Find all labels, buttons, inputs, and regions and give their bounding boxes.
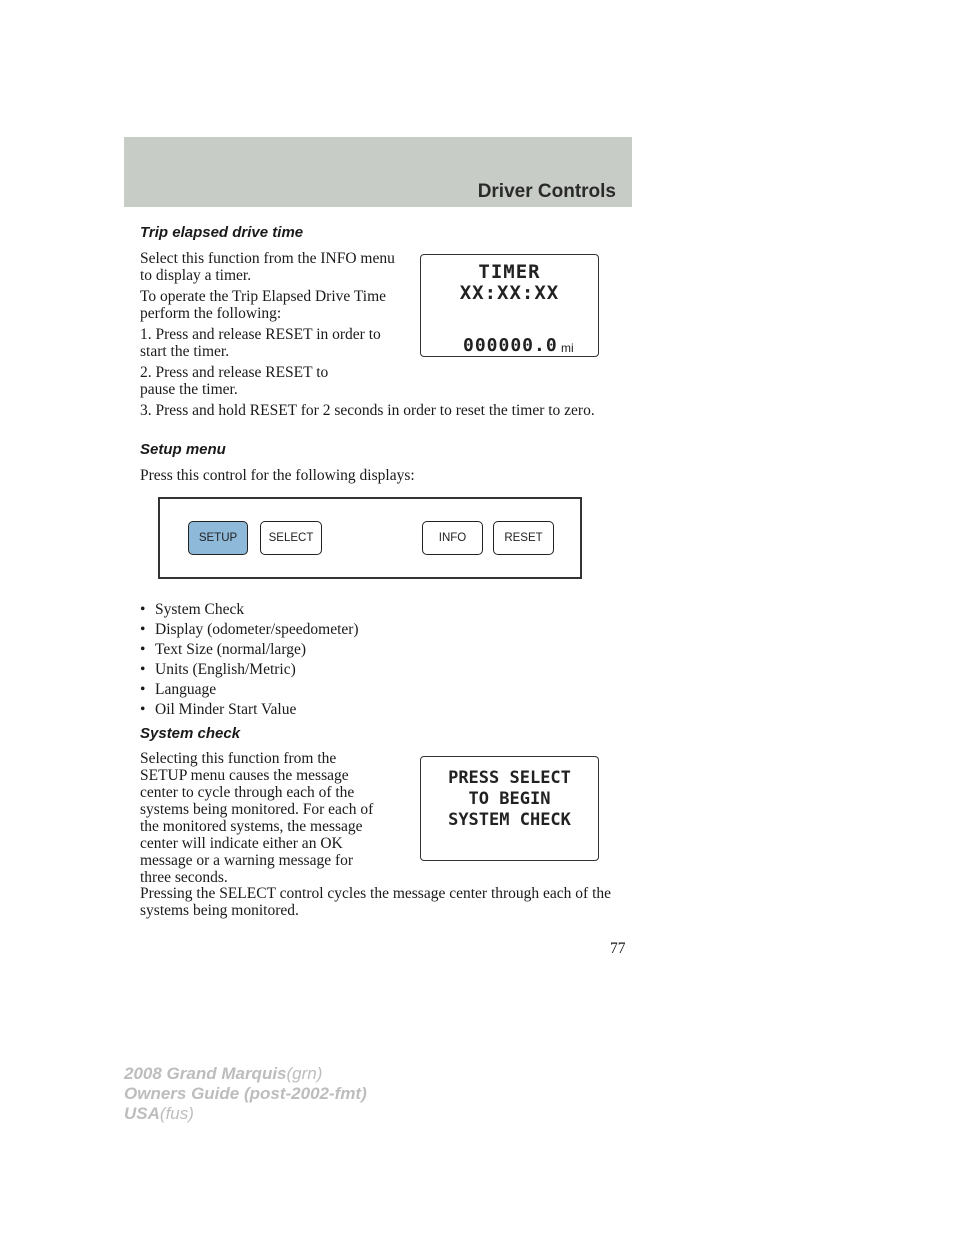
timer-display	[420, 254, 599, 357]
system-check-paragraph-2: Pressing the SELECT control cycles the message center through each of the systems being monitored.	[140, 885, 612, 919]
control-panel	[158, 497, 582, 579]
select-button[interactable]: SELECT	[260, 521, 322, 555]
system-check-line-1: PRESS SELECT	[448, 768, 571, 788]
trip-step-1: 1. Press and release RESET in order to start the timer.	[140, 326, 381, 360]
reset-button[interactable]: RESET	[493, 521, 554, 555]
odometer-value: 000000.0	[463, 335, 558, 356]
system-check-paragraph-1: Selecting this function from the SETUP menu causes the message center to cycle through each of the systems being monitored. For each of the monitored systems, the message center will indicate either an OK message or a warning message for three seconds.	[140, 750, 374, 886]
timer-label: TIMER	[478, 261, 541, 283]
list-item: • Display (odometer/speedometer)	[140, 621, 359, 638]
heading-trip-elapsed: Trip elapsed drive time	[140, 224, 304, 241]
page-number: 77	[610, 940, 626, 957]
section-title: Driver Controls	[477, 181, 616, 202]
system-check-line-2: TO BEGIN	[468, 789, 551, 809]
footer-guide: Owners Guide (post-2002-fmt)	[124, 1084, 367, 1103]
trip-step-2: 2. Press and release RESET to pause the timer.	[140, 364, 329, 398]
header-band	[124, 137, 632, 207]
footer-region: USA	[124, 1104, 160, 1123]
footer-model: 2008 Grand Marquis	[124, 1064, 287, 1083]
setup-menu-list	[140, 600, 359, 720]
setup-button[interactable]: SETUP	[188, 521, 248, 555]
trip-step-3: 3. Press and hold RESET for 2 seconds in order to reset the timer to zero.	[140, 402, 595, 419]
info-button[interactable]: INFO	[422, 521, 483, 555]
footer-model-code: (grn)	[286, 1064, 323, 1083]
system-check-display	[420, 756, 599, 861]
list-item: • Oil Minder Start Value	[140, 701, 297, 718]
list-item: • Text Size (normal/large)	[140, 641, 306, 658]
footer	[124, 1064, 367, 1124]
footer-region-code: (fus)	[159, 1104, 194, 1123]
setup-intro: Press this control for the following displays:	[140, 467, 415, 484]
timer-value: XX:XX:XX	[459, 282, 560, 304]
list-item: • Units (English/Metric)	[140, 661, 296, 678]
odometer-unit: mi	[561, 341, 574, 355]
list-item: • Language	[140, 681, 217, 698]
trip-paragraph-2: To operate the Trip Elapsed Drive Time perform the following:	[140, 288, 387, 322]
heading-setup-menu: Setup menu	[140, 441, 226, 458]
heading-system-check: System check	[140, 725, 241, 742]
trip-paragraph-1: Select this function from the INFO menu to display a timer.	[140, 250, 395, 284]
system-check-line-3: SYSTEM CHECK	[448, 810, 571, 830]
list-item: • System Check	[140, 601, 245, 618]
